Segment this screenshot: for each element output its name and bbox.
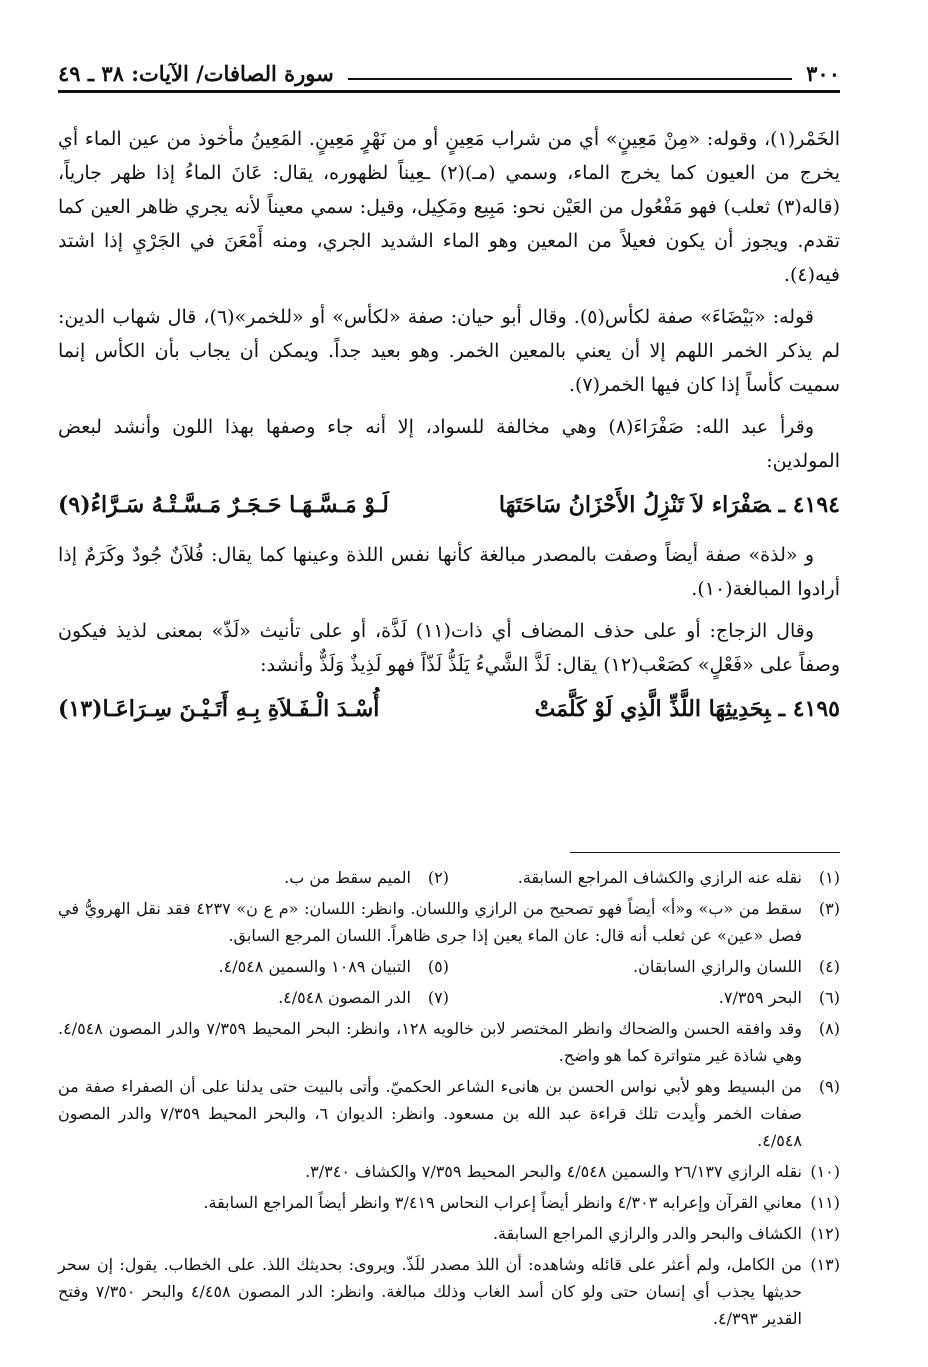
verse-4195 (58, 690, 840, 728)
footnote (58, 1189, 840, 1216)
verse-number: ٤١٩٤ ـ (778, 492, 840, 518)
paragraph-5: وقال الزجاج: أو على حذف المضاف أي ذات(١١) لَذَّة، أو على تأنيث «لَذّ» بمعنى لذيذ فيكون وصفاً على «فَعْلٍ» كصَعْب(١٢) يقال: لَذَّ الشَّيءُ يَلَذُّ لَذّاً فهو لَذِيذٌ وَلَذٌّ وأنشد: (58, 620, 840, 676)
verse-text: صَفْرَاء لاَ تَنْزِلُ الأَحْزَانُ سَاحَتَهَا (498, 492, 771, 518)
footnote-mark: (٩) (818, 1077, 840, 1096)
footnote-row (58, 984, 840, 1011)
footnote (58, 1251, 840, 1332)
footnote-mark: (١١) (810, 1193, 840, 1212)
footnote-text: البحر ٧/٣٥٩. (718, 988, 802, 1007)
header-divider (58, 90, 840, 93)
footnote (58, 1220, 840, 1247)
footnote-text: سقط من «ب» و«أ» أيضاً فهو تصحيح من الرازي واللسان. وانظر: اللسان: «م ع ن» ٤٢٣٧ فقد نقل الهرويُّ في فصل «عين» عن ثعلب أنه قال: عان الماء يعين إذا جرى ظاهراً. اللسان المرجع السابق. (58, 899, 802, 945)
page-number: ٣٠٠ (806, 61, 840, 86)
footnote-text: وقد وافقه الحسن والضحاك وانظر المختصر لابن خالويه ١٢٨، وانظر: البحر المحيط ٧/٣٥٩ والدر المصون ٤/٥٤٨. وهي شاذة غير متواترة كما هو واضح. (58, 1019, 803, 1065)
footnotes (58, 864, 840, 1336)
footnote-mark: (٧) (427, 988, 449, 1007)
verse-first-hemistich (499, 486, 840, 524)
surah-title: سورة الصافات/ الآيات: ٣٨ ـ ٤٩ (58, 61, 334, 86)
footnote-text: الكشاف والبحر والدر والرازي المراجع السابقة. (492, 1224, 802, 1243)
paragraph-3: وقرأ عبد الله: صَفْرَاءَ(٨) وهي مخالفة للسواد، إلا أنه جاء وصفها بهذا اللون وأنشد لبعض المولدين: (58, 416, 840, 472)
footnote (58, 1015, 840, 1069)
verse-first-hemistich (535, 690, 840, 728)
footnote-text: نقله الرازي ٢٦/١٣٧ والسمين ٤/٥٤٨ والبحر المحيط ٧/٣٥٩ والكشاف ٣/٣٤٠. (305, 1162, 802, 1181)
footnote-text: الميم سقط من ب. (284, 868, 411, 887)
paragraph-2: قوله: «بَيْضَاءَ» صفة لكأس(٥). وقال أبو حيان: صفة «لكأس» أو «للخمر»(٦)، قال شهاب الدين: لم يذكر الخمر اللهم إلا أن يعني بالمعين الخمر. وهو بعيد جداً. ويمكن أن يجاب بأن الكأس إنما سميت كأساً إذا كان فيها الخمر(٧). (58, 306, 840, 396)
footnote-mark: (٢) (427, 868, 449, 887)
footnote-mark: (١) (818, 868, 840, 887)
book-page (58, 52, 840, 1342)
footnote-divider (570, 852, 840, 853)
paragraph-1: الخَمْر(١)، وقوله: «مِنْ مَعِينٍ» أي من شراب مَعِينٍ أو من نَهْرٍ مَعِينٍ. المَعِينُ مأخوذ من عين الماء أي يخرج من العيون كما يخرج الماء، وسمي (مـ)(٢) ـعِيناً لظهوره، يقال: عَانَ الماءُ إذا ظهر جارياً، (قاله(٣) ثعلب) فهو مَفْعُول من العَيْن نحو: مَبِيع ومَكِيل، وقيل: سمي معيناً لأنه يجري ظاهر العين كما تقدم. ويجوز أن يكون فعيلاً من المعين وهو الماء الشديد الجري، ومنه أَمْعَنَ في الجَرْيِ إذا اشتد فيه(٤). (58, 128, 840, 286)
footnote-mark: (٣) (818, 899, 840, 918)
footnote-text: معاني القرآن وإعرابه ٤/٣٠٣ وانظر أيضاً إعراب النحاس ٣/٤١٩ وانظر أيضاً المراجع السابقة. (203, 1193, 802, 1212)
footnote-text: نقله عنه الرازي والكشاف المراجع السابقة. (517, 868, 802, 887)
footnote-text: التبيان ١٠٨٩ والسمين ٤/٥٤٨. (218, 957, 411, 976)
verse-number: ٤١٩٥ ـ (778, 696, 840, 722)
verse-text: بِحَدِيثِهَا اللَّذِّ الَّذِي لَوْ كَلَّمَتْ (534, 696, 771, 722)
footnote-text: من الكامل، ولم أعثر على قائله وشاهده: أن اللذ مصدر للَذّ. ويروى: بحديثك اللذ. على الخطاب. يقول: إن سحر حديثها يجذب أي إنسان حتى ولو كان أسد الغاب وذلك مبالغة. وانظر: الدر المصون ٤/٤٥٨ والبحر ٧/٣٥٠ وفتح القدير ٤/٣٩٣. (58, 1255, 803, 1328)
footnote-mark: (١٢) (810, 1224, 840, 1243)
footnote-mark: (١٣) (810, 1255, 840, 1274)
footnote (58, 1073, 840, 1154)
footnote (58, 895, 840, 949)
footnote-row (58, 864, 840, 891)
footnote-text: من البسيط وهو لأبي نواس الحسن بن هانىء الشاعر الحكميّ. وأتى بالبيت حتى يدلنا على أن الصفراء صفة من صفات الخمر وأيدت تلك قراءة عبد الله بن مسعود. وانظر: الديوان ٦، والبحر المحيط ٧/٣٥٩ والدر المصون ٤/٥٤٨. (58, 1077, 802, 1150)
footnote-text: اللسان والرازي السابقان. (633, 957, 802, 976)
main-text (58, 122, 840, 742)
verse-second-hemistich: أُسْـدَ الْـفَـلاَةِ بِـهِ أَتَـيْـنَ سِـرَاعَـا(١٣) (58, 696, 380, 722)
footnote-row (58, 953, 840, 980)
running-header (58, 52, 840, 86)
paragraph-4: و «لذة» صفة أيضاً وصفت بالمصدر مبالغة كأنها نفس اللذة وعينها كما يقال: فُلاَنٌ جُودٌ وكَرَمٌ إذا أرادوا المبالغة(١٠). (58, 544, 840, 600)
verse-second-hemistich: لَـوْ مَـسَّـهَـا حَـجَـرٌ مَـسَّـتْـهُ سَـرَّاءُ(٩) (58, 492, 389, 518)
footnote-mark: (١٠) (810, 1162, 840, 1181)
verse-4194 (58, 486, 840, 524)
footnote-mark: (٨) (818, 1019, 840, 1038)
footnote (58, 1158, 840, 1185)
header-rule (348, 78, 792, 80)
footnote-text: الدر المصون ٤/٥٤٨. (278, 988, 411, 1007)
footnote-mark: (٥) (427, 957, 449, 976)
footnote-mark: (٦) (818, 988, 840, 1007)
footnote-mark: (٤) (818, 957, 840, 976)
